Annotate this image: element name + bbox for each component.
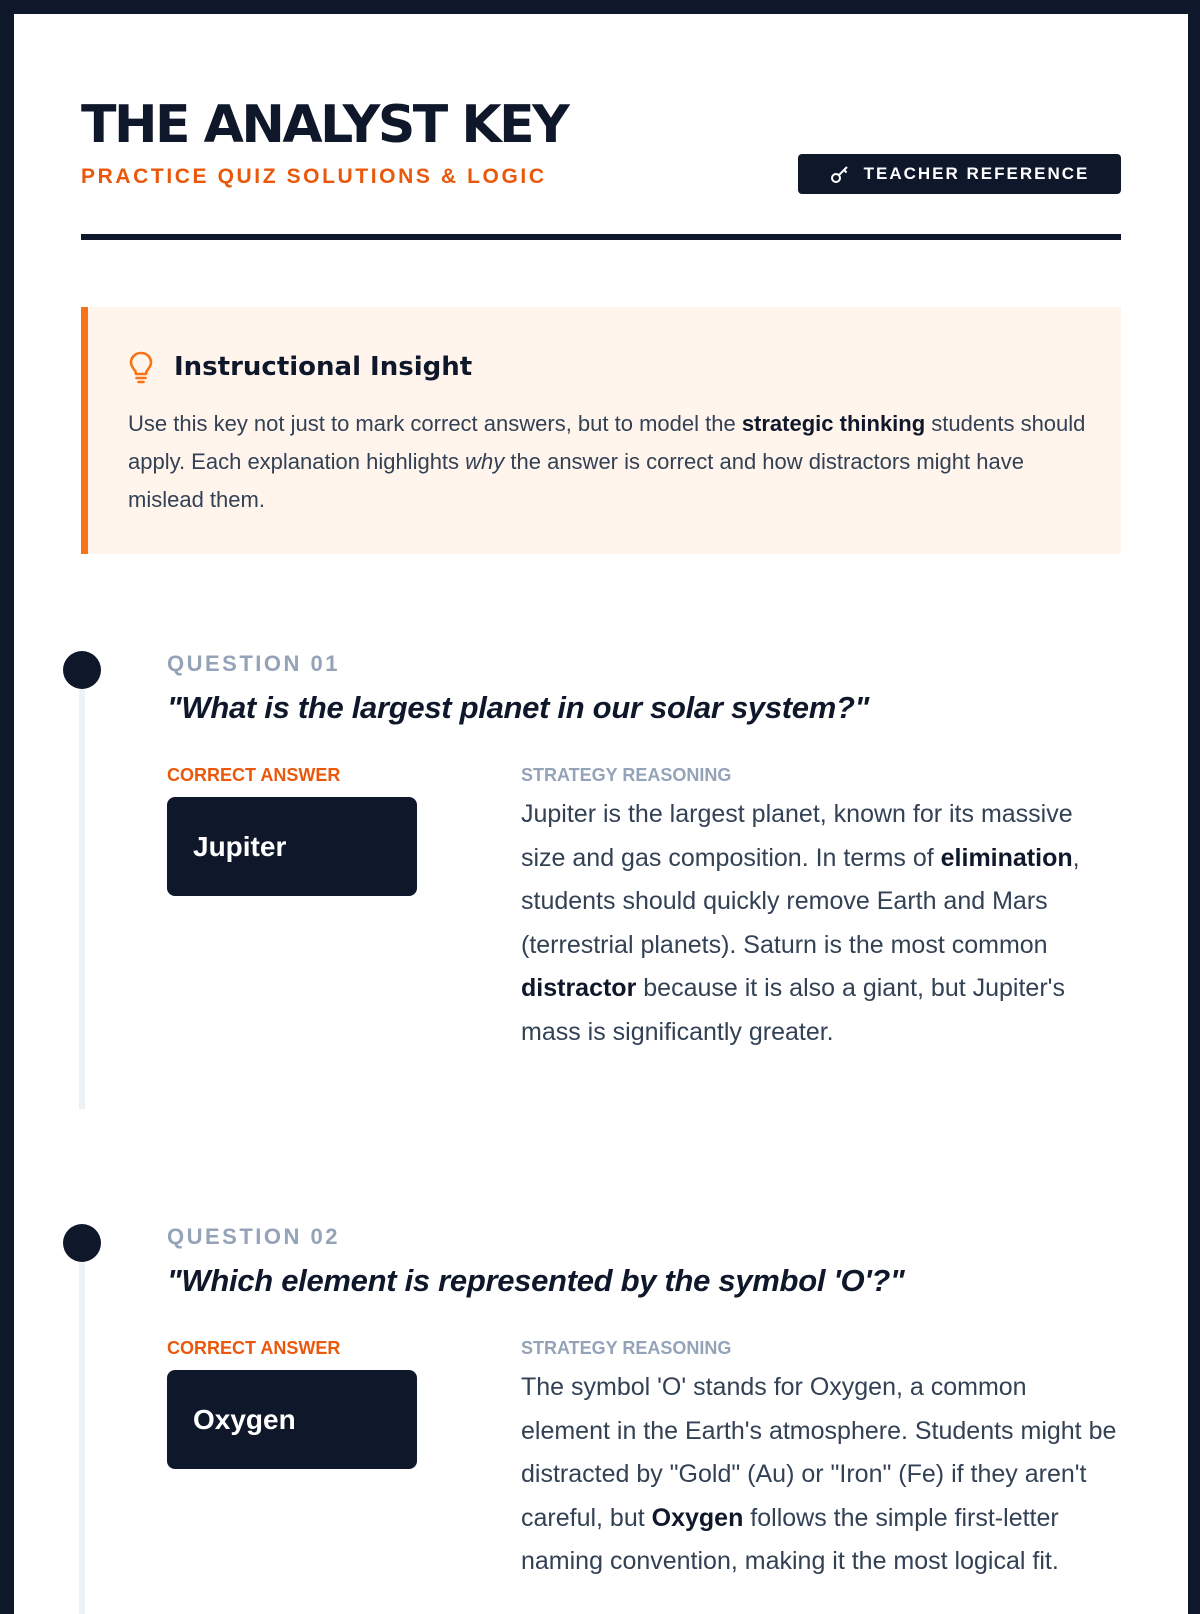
timeline-dot [63,651,101,689]
insight-why: why [465,449,505,474]
page-subtitle: PRACTICE QUIZ SOLUTIONS & LOGIC [81,165,547,188]
insight-emphasis: strategic thinking [741,411,926,436]
question-number: QUESTION 01 [167,651,340,676]
correct-answer-box [167,797,417,896]
question-number: QUESTION 02 [167,1224,340,1249]
question-text: "What is the largest planet in our solar system?" [167,690,870,725]
lightbulb-icon [128,350,158,384]
header-divider [81,234,1121,240]
timeline-line [79,671,85,1109]
correct-answer-value: Jupiter [193,830,287,862]
badge-label: TEACHER REFERENCE [863,164,1090,183]
strategy-reasoning-label: STRATEGY REASONING [521,1338,732,1358]
correct-answer-box [167,1370,417,1469]
correct-answer-label: CORRECT ANSWER [167,1338,341,1358]
header [81,88,1121,242]
page-title: THE ANALYST KEY [81,95,568,155]
timeline-dot [63,1224,101,1262]
answer-key-page [14,14,1188,1614]
insight-title: Instructional Insight [174,352,473,382]
strategy-reasoning-text: The symbol 'O' stands for Oxygen, a common element in the Earth's atmosphere. Students might be distracted by "Gold" (Au) or "Iron" (Fe) if they aren't careful, but Oxygen follows the simple first-letter naming convention, making it the most logical fit. [521,1373,1117,1575]
correct-answer-value: Oxygen [193,1403,296,1435]
correct-answer-label: CORRECT ANSWER [167,765,341,785]
insight-text: Use this key not just to mark correct answers, but to model the strategic thinking students should apply. Each explanation highlights why the answer is correct and how distractors might have mislead them. [128,411,1086,512]
strategy-reasoning-text: Jupiter is the largest planet, known for its massive size and gas composition. In terms of elimination, students should quickly remove Earth and Mars (terrestrial planets). Saturn is the most common distractor because it is also a giant, but Jupiter's mass is significantly greater. [521,800,1080,1046]
key-icon [830,164,850,184]
strategy-reasoning-label: STRATEGY REASONING [521,765,732,785]
teacher-reference-badge [798,154,1121,194]
instructional-insight-callout [81,307,1121,554]
timeline-line [79,1244,85,1614]
question-text: "Which element is represented by the symbol 'O'?" [167,1263,905,1298]
insight-heading [128,350,472,384]
